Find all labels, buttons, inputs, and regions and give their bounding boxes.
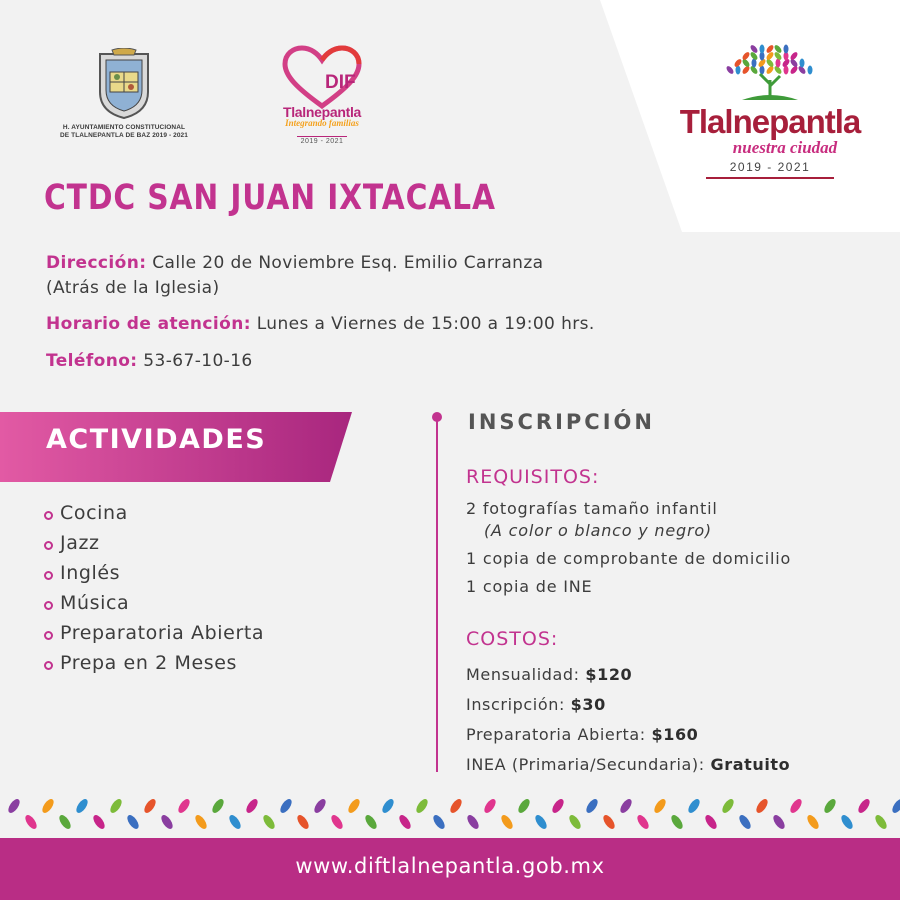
leaf-icon [244,797,260,815]
leaf-icon [737,813,753,831]
list-item [42,528,264,558]
telefono-label: Teléfono: [46,351,138,371]
actividad-label: Jazz [60,532,100,554]
leaf-icon [822,797,838,815]
telefono-value: 53-67-10-16 [143,351,253,371]
requisito-foto: 2 fotografías tamaño infantil [466,499,718,518]
tree-leaf-icon [776,59,781,68]
list-item [42,498,264,528]
leaf-icon [771,813,787,831]
costo-value: $120 [585,665,633,684]
costo-row [466,690,790,720]
leaf-icon [890,797,900,815]
leaf-icon [295,813,311,831]
leaf-icon [40,797,56,815]
horario-value: Lunes a Viernes de 15:00 a 19:00 hrs. [256,314,595,334]
tree-leaf-icon [773,44,783,54]
tree-leaf-icon [725,65,735,75]
municipal-seal-icon [92,48,156,120]
tree-leaf-icon [736,66,741,75]
tree-leaf-icon [760,66,765,75]
tree-leaf-icon [760,45,765,54]
dif-years: 2019 - 2021 [297,136,348,145]
footer-url: www.diftlalnepantla.gob.mx [295,854,605,878]
tree-leaf-icon [800,59,805,68]
tlalnepantla-years: 2019 - 2021 [729,160,811,174]
tree-leaf-icon [765,65,775,75]
tlalnepantla-underline [706,177,834,179]
decorative-leaf-band [0,792,900,836]
tree-leaf-icon [765,44,775,54]
dif-city: Tlalnepantla [282,104,362,120]
tree-leaf-icon [808,66,813,75]
actividades-list [42,498,264,678]
leaf-icon [550,797,566,815]
horario-block [46,312,595,337]
tlalnepantla-logo [675,40,865,179]
leaf-icon [108,797,124,815]
direccion-line1: Calle 20 de Noviembre Esq. Emilio Carranza [152,253,544,273]
leaf-icon [142,797,158,815]
tree-leaf-icon [789,65,799,75]
list-item [42,618,264,648]
tree-leaf-icon [752,59,757,68]
leaf-icon [431,813,447,831]
bullet-ring-icon [44,541,53,550]
leaf-icon [312,797,328,815]
costos-list [466,660,790,780]
leaf-icon [448,797,464,815]
direccion-block [46,251,543,301]
leaf-icon [57,813,73,831]
leaf-icon [516,797,532,815]
costo-row [466,750,790,780]
leaf-icon [91,813,107,831]
page-title: CTDC SAN JUAN IXTACALA [44,178,496,218]
direccion-label: Dirección: [46,253,147,273]
leaf-icon [567,813,583,831]
actividades-title: ACTIVIDADES [46,424,267,455]
leaf-icon [584,797,600,815]
leaf-icon [601,813,617,831]
dif-heart-icon [279,44,365,110]
actividad-label: Cocina [60,502,128,524]
tree-leaf-icon [749,44,759,54]
leaf-icon [618,797,634,815]
requisitos-title: REQUISITOS: [466,466,600,488]
requisitos-list [466,497,791,598]
leaf-icon [754,797,770,815]
ayuntamiento-caption-line1: H. AYUNTAMIENTO CONSTITUCIONAL [62,124,186,131]
actividad-label: Preparatoria Abierta [60,622,265,644]
list-item [42,648,264,678]
dif-logo [272,44,372,147]
tree-leaf-icon [789,58,799,68]
costo-value: $160 [651,725,699,744]
tree-leaf-icon [789,51,799,61]
leaf-icon [873,813,889,831]
leaf-icon [278,797,294,815]
actividad-label: Prepa en 2 Meses [60,652,238,674]
bullet-ring-icon [44,631,53,640]
costo-value: $30 [570,695,606,714]
leaf-icon [839,813,855,831]
leaf-icon [346,797,362,815]
leaf-icon [720,797,736,815]
tree-leaf-icon [784,45,789,54]
tree-leaf-icon [765,58,775,68]
requisito-domicilio: 1 copia de comprobante de domicilio [466,549,792,568]
bullet-ring-icon [44,511,53,520]
tree-leaf-icon [784,66,789,75]
leaf-icon [176,797,192,815]
bullet-ring-icon [44,661,53,670]
horario-label: Horario de atención: [46,314,251,334]
leaf-icon [363,813,379,831]
leaf-icon [805,813,821,831]
telefono-block [46,349,253,374]
actividad-label: Música [60,592,130,614]
leaf-icon [499,813,515,831]
inscripcion-title: INSCRIPCIÓN [468,410,655,434]
tree-leaf-icon [741,51,751,61]
requisito-ine: 1 copia de INE [466,577,593,596]
leaf-icon [159,813,175,831]
bullet-ring-icon [44,601,53,610]
bullet-ring-icon [44,571,53,580]
ayuntamiento-logo [58,48,190,140]
leaf-icon [635,813,651,831]
leaf-icon [669,813,685,831]
tlalnepantla-name: Tlalnepantla [679,103,861,140]
leaf-icon [210,797,226,815]
leaf-icon [261,813,277,831]
list-item [42,588,264,618]
costo-label: Inscripción: [466,695,565,714]
tree-leaf-icon [765,51,775,61]
leaf-icon [482,797,498,815]
leaf-icon [193,813,209,831]
actividad-label: Inglés [60,562,121,584]
leaf-icon [380,797,396,815]
leaf-icon [329,813,345,831]
leaf-icon [6,797,22,815]
requisito-foto-note: (A color o blanco y negro) [484,521,712,540]
leaf-icon [465,813,481,831]
leaf-icon [788,797,804,815]
tlalnepantla-slogan: nuestra ciudad [732,138,838,157]
leaf-icon [856,797,872,815]
costo-label: Preparatoria Abierta: [466,725,646,744]
ayuntamiento-caption-line2: DE TLALNEPANTLA DE BAZ 2019 - 2021 [59,132,188,139]
costo-label: INEA (Primaria/Secundaria): [466,755,705,774]
list-item [42,558,264,588]
dif-mark: DIF [325,72,356,93]
costo-value: Gratuito [710,755,791,774]
leaf-icon [227,813,243,831]
leaf-icon [125,813,141,831]
leaf-icon [397,813,413,831]
tree-leaf-icon [741,58,751,68]
divider-dot [432,412,442,422]
tree-leaf-icon [741,65,751,75]
leaf-icon [414,797,430,815]
colorful-tree-icon [720,40,820,102]
vertical-divider [436,416,438,772]
costos-title: COSTOS: [466,628,559,650]
costo-label: Mensualidad: [466,665,580,684]
direccion-line2: (Atrás de la Iglesia) [46,278,220,298]
costo-row [466,720,790,750]
leaf-icon [703,813,719,831]
leaf-icon [686,797,702,815]
leaf-icon [23,813,39,831]
costo-row [466,660,790,690]
leaf-icon [74,797,90,815]
leaf-icon [652,797,668,815]
footer-bar [0,838,900,900]
leaf-icon [533,813,549,831]
dif-tagline: Integrando familias [285,118,359,128]
